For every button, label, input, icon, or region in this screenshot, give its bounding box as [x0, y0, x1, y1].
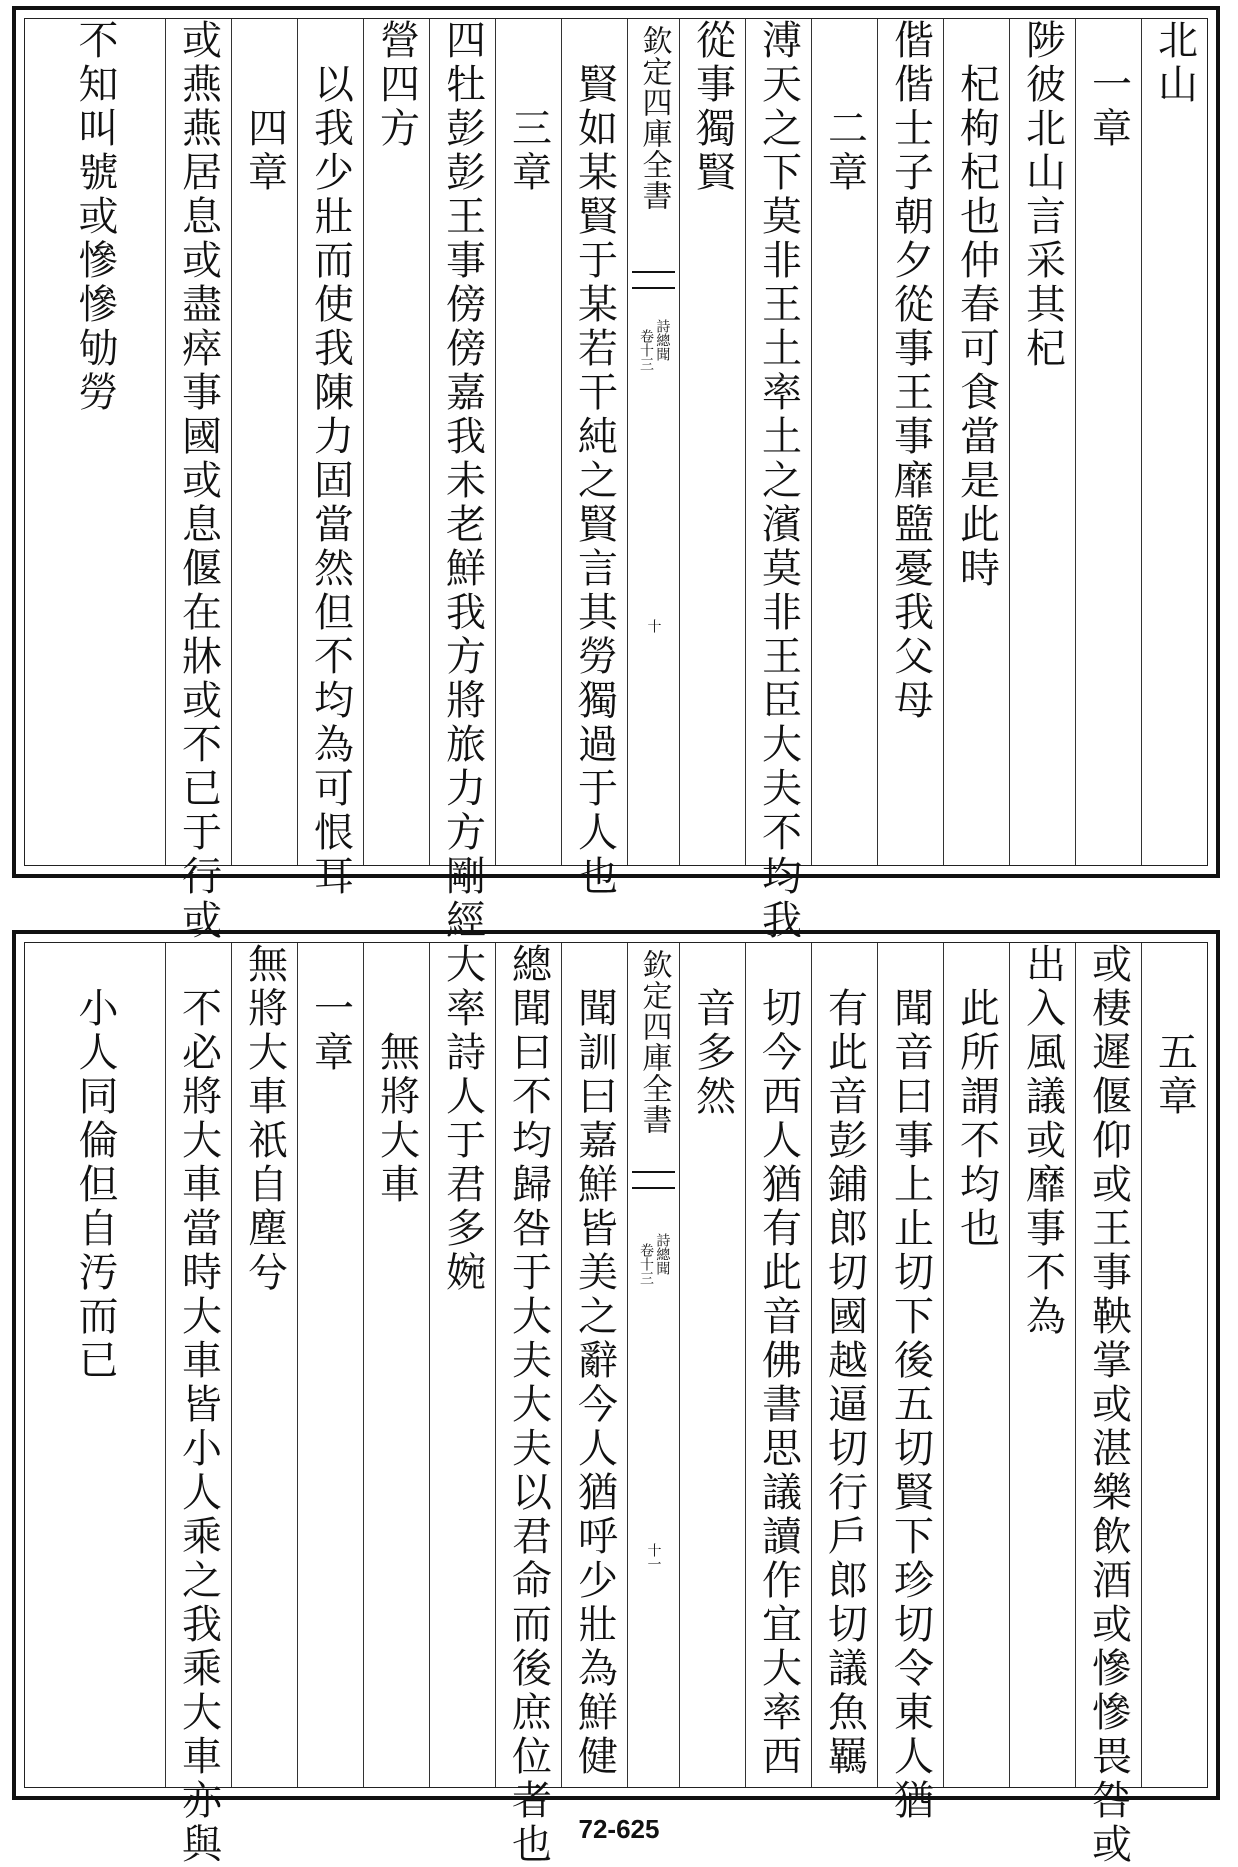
text-column — [363, 943, 429, 1787]
volume-number: 卷十三 — [638, 329, 655, 371]
text-column — [745, 19, 811, 943]
text-column — [877, 19, 943, 865]
column-text: 有此音彭鋪郎切國越逼切行戶郎切議魚羈 — [821, 943, 868, 1779]
column-text: 音多然 — [689, 943, 736, 1119]
column-text: 一章 — [307, 943, 354, 1075]
column-text: 杞枸杞也仲春可食當是此時 — [953, 19, 1000, 591]
column-text: 出入風議或靡事不為 — [1019, 943, 1066, 1339]
text-column — [1075, 943, 1141, 1867]
column-text: 二章 — [821, 19, 868, 195]
text-column — [297, 19, 363, 899]
text-column — [25, 19, 165, 865]
fishtail-mark — [632, 271, 675, 289]
text-column — [165, 19, 231, 943]
column-text: 五章 — [1151, 943, 1198, 1119]
column-text: 無將大車祇自塵兮 — [241, 943, 288, 1295]
column-text: 從事獨賢 — [689, 19, 736, 195]
column-text: 溥天之下莫非王土率土之濱莫非王臣大夫不均我 — [755, 19, 802, 943]
column-text: 或棲遲偃仰或王事鞅掌或湛樂飲酒或慘慘畏咎或 — [1085, 943, 1132, 1867]
column-text: 偕偕士子朝夕從事王事靡盬憂我父母 — [887, 19, 934, 723]
text-column — [679, 19, 745, 865]
column-text: 一章 — [1085, 19, 1132, 151]
text-column — [1141, 19, 1207, 865]
column-text: 聞音曰事上止切下後五切賢下珍切令東人猶 — [887, 943, 934, 1823]
text-column — [297, 943, 363, 1787]
column-text: 營四方 — [373, 19, 420, 151]
text-column — [495, 19, 561, 865]
text-column — [561, 943, 627, 1787]
book-title: 詩總聞 — [654, 319, 671, 361]
text-column — [745, 943, 811, 1787]
column-text: 總聞曰不均歸咎于大夫大夫以君命而後庶位者也 — [505, 943, 552, 1867]
folio-number: 十一 — [645, 1543, 662, 1571]
text-column — [1009, 19, 1075, 865]
text-column — [231, 19, 297, 865]
text-column — [1141, 943, 1207, 1787]
text-column — [561, 19, 627, 899]
top-page-frame — [24, 18, 1208, 943]
text-column — [165, 943, 231, 1867]
top-page — [12, 6, 1220, 943]
text-column — [943, 943, 1009, 1787]
column-text: 賢如某賢于某若干純之賢言其勞獨過于人也 — [571, 19, 618, 899]
column-text: 三章 — [505, 19, 552, 195]
text-column — [25, 943, 165, 1787]
column-text: 北山 — [1151, 19, 1198, 107]
column-text: 不必將大車當時大車皆小人乘之我乘大車亦與 — [175, 943, 222, 1867]
text-column — [877, 943, 943, 1823]
series-title: 欽定四庫全書 — [636, 949, 672, 1135]
center-margin-column — [627, 943, 679, 1787]
column-text: 以我少壯而使我陳力固當然但不均為可恨耳 — [307, 19, 354, 899]
volume-number: 卷十三 — [638, 1243, 655, 1285]
text-column — [495, 943, 561, 1867]
text-column — [363, 19, 429, 865]
page-number: 72-625 — [578, 1814, 660, 1844]
text-column — [1009, 943, 1075, 1787]
column-text: 此所謂不均也 — [953, 943, 1000, 1251]
column-text: 四章 — [241, 19, 288, 195]
column-text: 四牡彭彭王事傍傍嘉我未老鮮我方將旅力方剛經 — [439, 19, 486, 943]
text-column — [429, 19, 495, 943]
text-column — [679, 943, 745, 1787]
column-text: 陟彼北山言采其杞 — [1019, 19, 1066, 371]
column-text: 小人同倫但自汚而已 — [72, 943, 118, 1383]
text-column — [231, 943, 297, 1787]
fishtail-mark — [632, 1171, 675, 1189]
column-text: 無將大車 — [373, 943, 420, 1207]
book-title: 詩總聞 — [654, 1233, 671, 1275]
column-text: 或燕燕居息或盡瘁事國或息偃在牀或不已于行或 — [175, 19, 222, 943]
column-text: 大率詩人于君多婉 — [439, 943, 486, 1295]
series-title: 欽定四庫全書 — [636, 25, 672, 211]
text-column — [1075, 19, 1141, 865]
text-column — [811, 19, 877, 865]
text-column — [429, 943, 495, 1787]
text-column — [943, 19, 1009, 865]
center-margin-column — [627, 19, 679, 865]
column-text: 聞訓曰嘉鮮皆美之辭今人猶呼少壯為鮮健 — [571, 943, 618, 1779]
column-text: 切今西人猶有此音佛書思議讀作宜大率西 — [755, 943, 802, 1779]
column-text: 不知叫號或慘慘劬勞 — [72, 19, 118, 415]
folio-number: 十 — [645, 619, 662, 633]
text-column — [811, 943, 877, 1787]
